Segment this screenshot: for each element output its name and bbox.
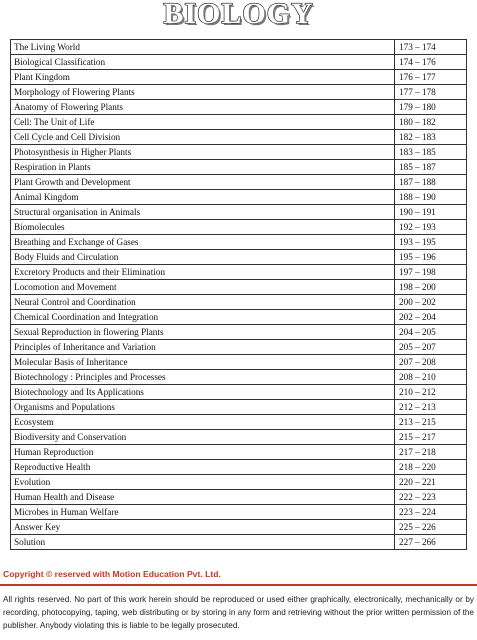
page-range: 174 – 176 [395,55,467,70]
chapter-title: Respiration in Plants [11,160,395,175]
page-range: 198 – 200 [395,280,467,295]
page-range: 192 – 193 [395,220,467,235]
table-row [11,535,467,550]
page-range: 202 – 204 [395,310,467,325]
table-row [11,325,467,340]
chapter-title: Anatomy of Flowering Plants [11,100,395,115]
page-range: 173 – 174 [395,40,467,55]
chapter-title: Photosynthesis in Higher Plants [11,145,395,160]
page-range: 215 – 217 [395,430,467,445]
page-range: 227 – 266 [395,535,467,550]
chapter-title: Answer Key [11,520,395,535]
page-range: 212 – 213 [395,400,467,415]
page-range: 218 – 220 [395,460,467,475]
contents-table-body [11,40,467,550]
chapter-title: Biological Classification [11,55,395,70]
chapter-title: Biotechnology : Principles and Processes [11,370,395,385]
page-range: 207 – 208 [395,355,467,370]
page-range: 188 – 190 [395,190,467,205]
page-range: 225 – 226 [395,520,467,535]
table-row [11,175,467,190]
chapter-title: Molecular Basis of Inheritance [11,355,395,370]
page-range: 179 – 180 [395,100,467,115]
rights-statement: All rights reserved. No part of this work herein should be reproduced or used either graphically, electronically, mechanically or by recording, photocopying, taping, web distributing or by storing in any form and retrieving without the prior written permission of the publisher. Anybody violating this is liable to be legally prosecuted. [3,595,474,630]
chapter-title: Solution [11,535,395,550]
table-row [11,70,467,85]
table-row [11,100,467,115]
table-row [11,310,467,325]
page-range: 205 – 207 [395,340,467,355]
chapter-title: Biodiversity and Conservation [11,430,395,445]
table-row [11,370,467,385]
table-row [11,40,467,55]
page-range: 195 – 196 [395,250,467,265]
table-row [11,265,467,280]
page-range: 176 – 177 [395,70,467,85]
page-range: 222 – 223 [395,490,467,505]
table-row [11,85,467,100]
chapter-title: Body Fluids and Circulation [11,250,395,265]
table-row [11,430,467,445]
page-range: 220 – 221 [395,475,467,490]
table-row [11,340,467,355]
chapter-title: The Living World [11,40,395,55]
table-row [11,490,467,505]
chapter-title: Evolution [11,475,395,490]
page-range: 190 – 191 [395,205,467,220]
page-range: 182 – 183 [395,130,467,145]
chapter-title: Sexual Reproduction in flowering Plants [11,325,395,340]
page-title: BIOLOGY [163,0,314,30]
chapter-title: Biomolecules [11,220,395,235]
page-range: 185 – 187 [395,160,467,175]
page-range: 197 – 198 [395,265,467,280]
table-row [11,280,467,295]
table-row [11,385,467,400]
table-row [11,400,467,415]
table-row [11,55,467,70]
page-range: 223 – 224 [395,505,467,520]
chapter-title: Principles of Inheritance and Variation [11,340,395,355]
page-range: 177 – 178 [395,85,467,100]
page-range: 213 – 215 [395,415,467,430]
contents-table [10,39,467,550]
chapter-title: Breathing and Exchange of Gases [11,235,395,250]
chapter-title: Plant Growth and Development [11,175,395,190]
chapter-title: Cell: The Unit of Life [11,115,395,130]
table-row [11,250,467,265]
chapter-title: Animal Kingdom [11,190,395,205]
table-row [11,115,467,130]
chapter-title: Chemical Coordination and Integration [11,310,395,325]
page-range: 210 – 212 [395,385,467,400]
page-range: 183 – 185 [395,145,467,160]
chapter-title: Organisms and Populations [11,400,395,415]
table-row [11,475,467,490]
table-row [11,460,467,475]
chapter-title: Microbes in Human Welfare [11,505,395,520]
page-range: 187 – 188 [395,175,467,190]
chapter-title: Plant Kingdom [11,70,395,85]
chapter-title: Biotechnology and Its Applications [11,385,395,400]
copyright-notice: Copyright © reserved with Motion Education Pvt. Ltd. [3,569,221,579]
table-row [11,160,467,175]
table-row [11,205,467,220]
table-row [11,190,467,205]
table-row [11,235,467,250]
chapter-title: Cell Cycle and Cell Division [11,130,395,145]
page-range: 204 – 205 [395,325,467,340]
table-row [11,295,467,310]
page-range: 200 – 202 [395,295,467,310]
chapter-title: Human Health and Disease [11,490,395,505]
table-row [11,145,467,160]
chapter-title: Human Reproduction [11,445,395,460]
page-range: 217 – 218 [395,445,467,460]
chapter-title: Structural organisation in Animals [11,205,395,220]
table-row [11,415,467,430]
page-range: 193 – 195 [395,235,467,250]
chapter-title: Reproductive Health [11,460,395,475]
page-range: 180 – 182 [395,115,467,130]
chapter-title: Ecosystem [11,415,395,430]
table-row [11,355,467,370]
chapter-title: Neural Control and Coordination [11,295,395,310]
table-row [11,520,467,535]
page-range: 208 – 210 [395,370,467,385]
table-row [11,445,467,460]
chapter-title: Morphology of Flowering Plants [11,85,395,100]
table-row [11,220,467,235]
table-row [11,505,467,520]
chapter-title: Locomotion and Movement [11,280,395,295]
chapter-title: Excretory Products and their Elimination [11,265,395,280]
table-row [11,130,467,145]
divider [0,584,477,586]
